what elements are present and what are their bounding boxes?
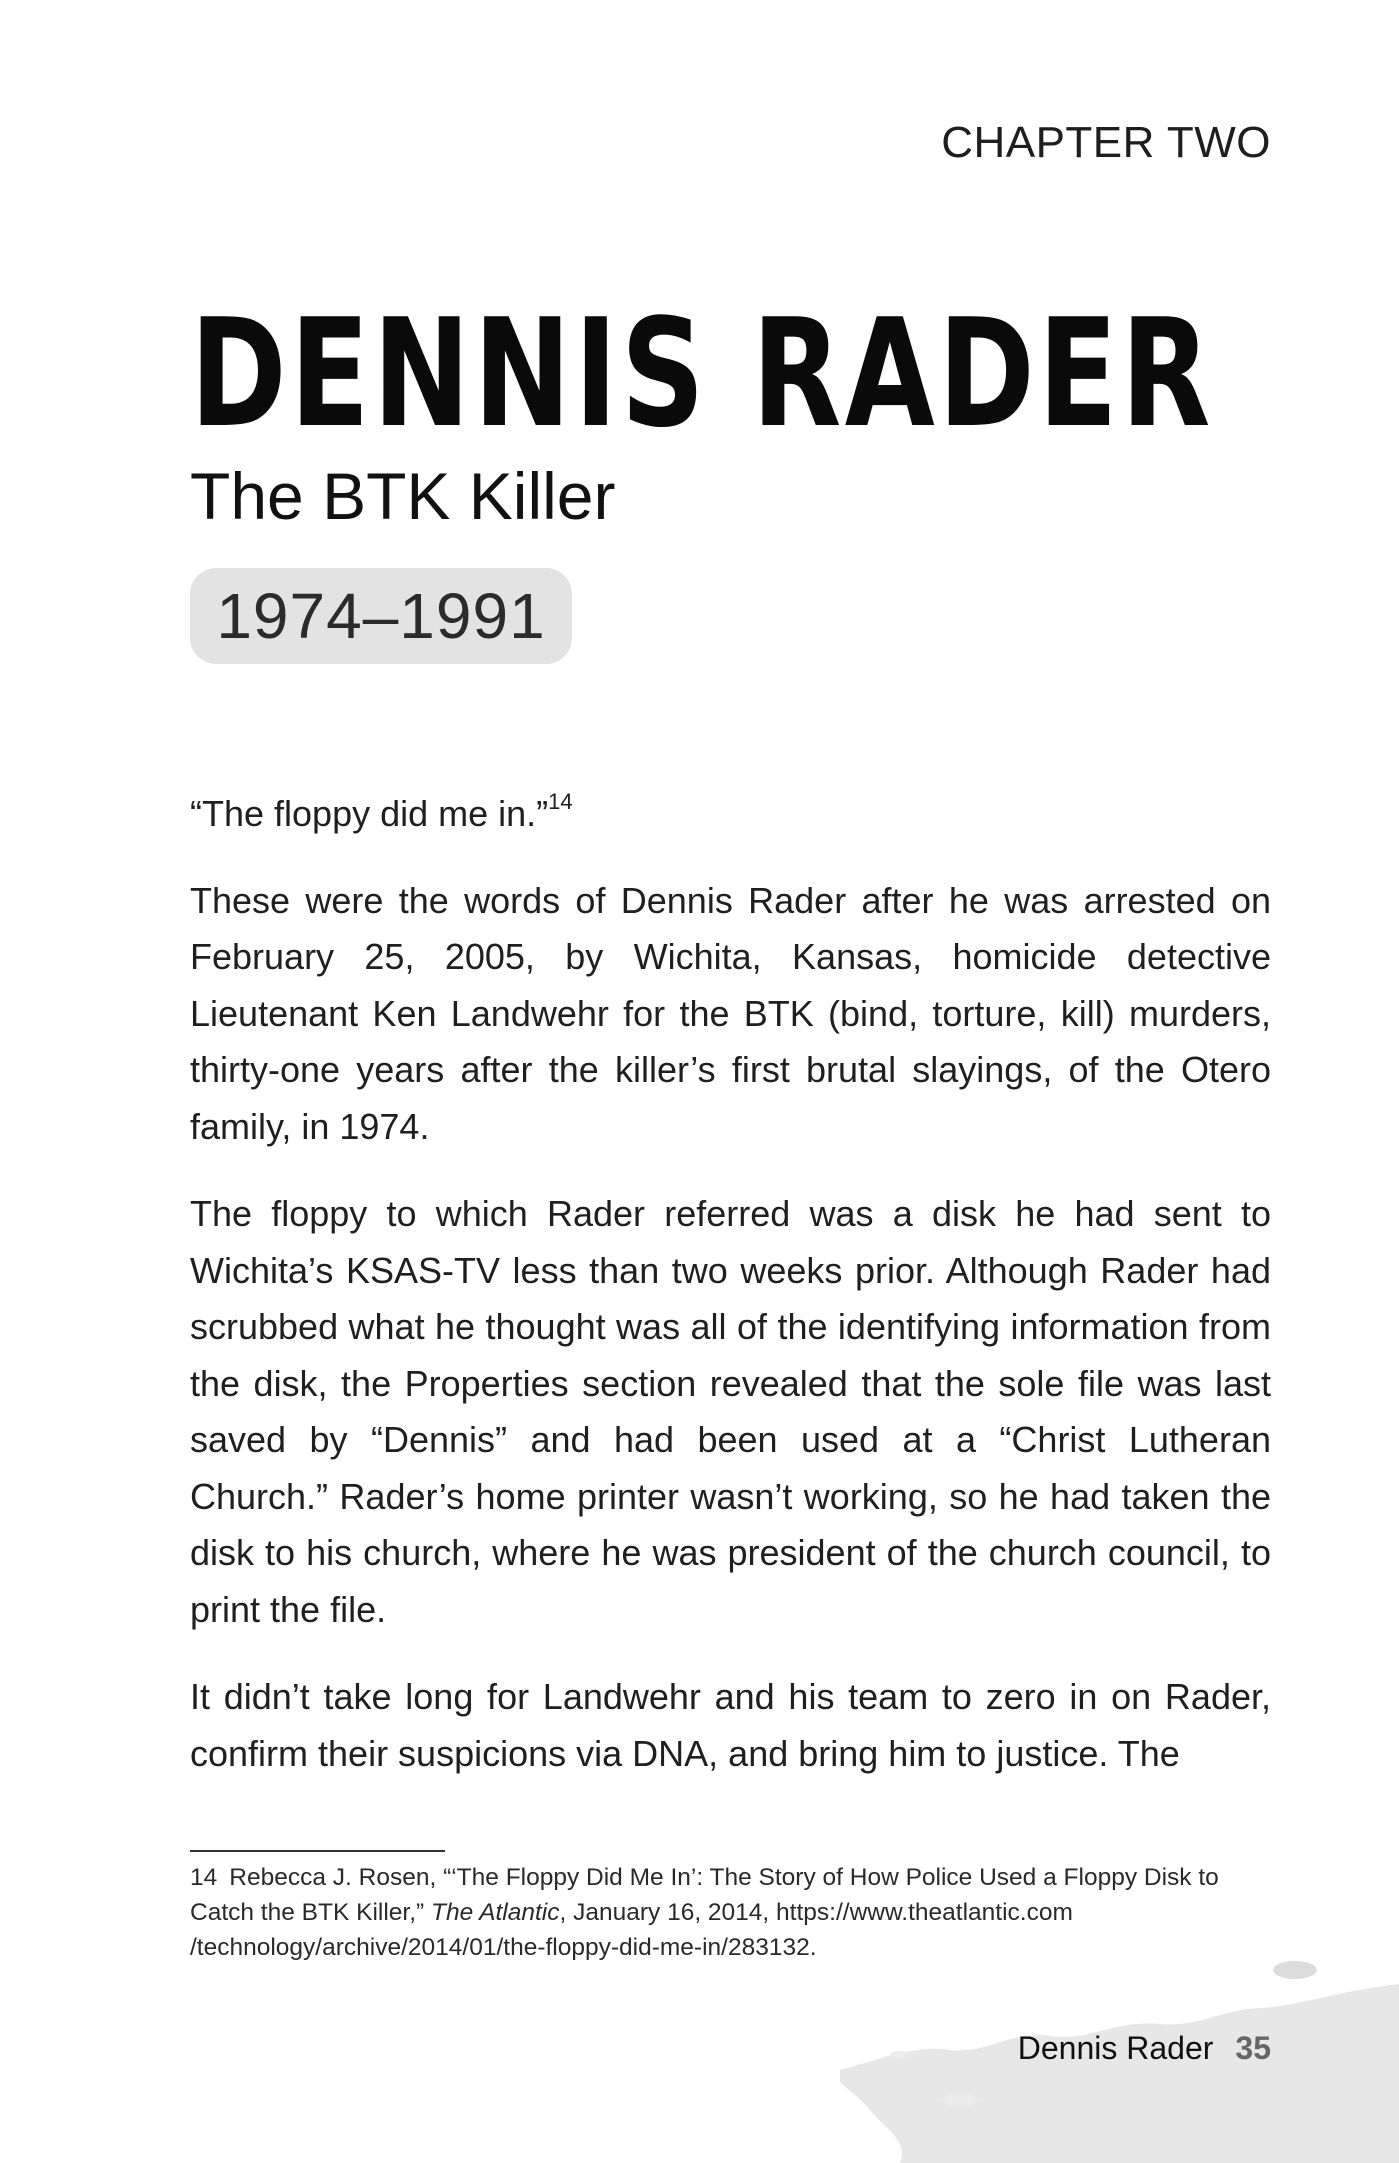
paragraph: The floppy to which Rader referred was a disk he had sent to Wichita’s KSAS-TV less than two weeks prior. Although Rader had scrubbed what he thought was all of the identifying information from the disk, the Properties section revealed that the sole file was last saved by “Dennis” and had been used at a “Christ Lutheran Church.” Rader’s home printer wasn’t working, so he had taken the disk to his church, where he was president of the church council, to print the file.: [190, 1193, 1271, 1630]
running-title: Dennis Rader: [1017, 2030, 1214, 2066]
footnote-number: 14: [190, 1864, 218, 1891]
footnote-text: Rebecca J. Rosen, “‘The Floppy Did Me In’: The Story of How Police Used a Floppy Disk to Catch the BTK Killer,”: [190, 1864, 1219, 1926]
body-text: [190, 786, 1271, 1813]
years-badge: [190, 568, 572, 664]
footnote-source: , January 16, 2014, https://www.theatlantic.com /technology/archive/2014/01/the-floppy-did-me-in/283132.: [190, 1899, 1073, 1961]
years-text: 1974–1991: [216, 580, 546, 652]
chapter-subtitle: The BTK Killer: [190, 459, 616, 533]
footnote-ref[interactable]: 14: [548, 789, 573, 814]
page-number: 35: [1235, 2030, 1271, 2066]
footnote-divider: [190, 1850, 445, 1852]
paragraph: It didn’t take long for Landwehr and his team to zero in on Rader, confirm their suspicions via DNA, and bring him to justice. The: [190, 1676, 1271, 1774]
quote-text: “The floppy did me in.”: [190, 793, 549, 834]
chapter-label: CHAPTER TWO: [941, 118, 1271, 167]
opening-quote: [190, 786, 1271, 843]
chapter-title: DENNIS RADER: [190, 287, 1214, 461]
running-footer: [1018, 2030, 1271, 2067]
paragraph: These were the words of Dennis Rader after he was arrested on February 25, 2005, by Wichita, Kansas, homicide detective Lieutenant Ken Landwehr for the BTK (bind, torture, kill) murders, thirty-one years after the killer’s first brutal slayings, of the Otero family, in 1974.: [190, 879, 1271, 1147]
footnote-publication: The Atlantic: [431, 1899, 560, 1926]
